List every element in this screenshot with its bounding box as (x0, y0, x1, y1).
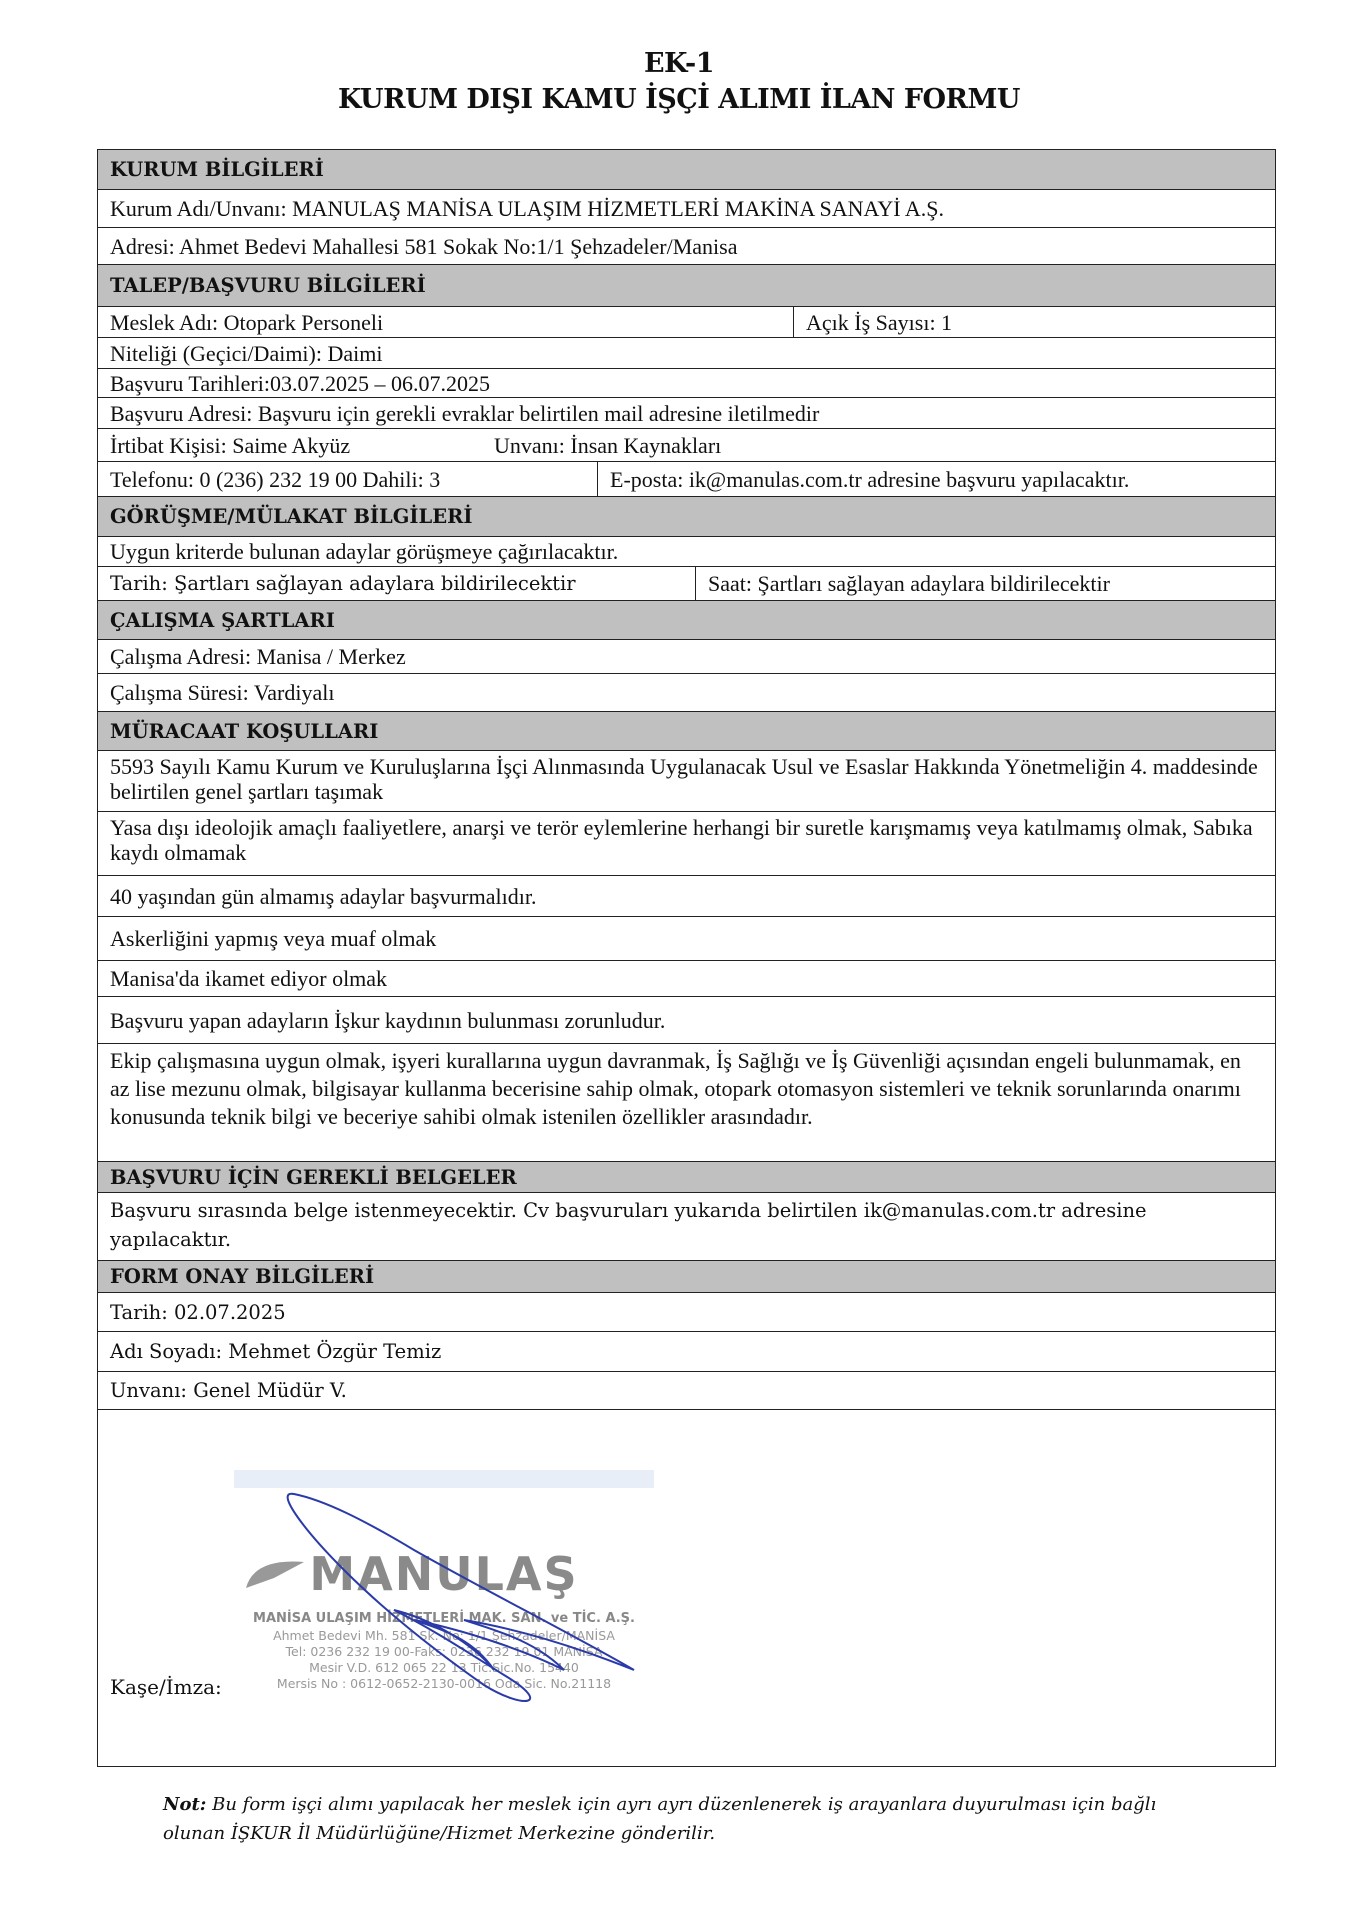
kurum-adres: Adresi: Ahmet Bedevi Mahallesi 581 Sokak No:1/1 Şehzadeler/Manisa (98, 228, 1275, 265)
svg-text:MANİSA ULAŞIM HİZMETLERİ MAK.: MANİSA ULAŞIM HİZMETLERİ MAK. SAN. ve TİC. A.Ş. (253, 1611, 635, 1626)
acik-is-sayisi: Açık İş Sayısı: 1 (806, 309, 953, 335)
section-onay: FORM ONAY BİLGİLERİ (98, 1261, 1275, 1293)
eposta: E-posta: ik@manulas.com.tr adresine başvuru yapılacaktır. (610, 466, 1130, 492)
onay-adi-soyadi: Adı Soyadı: Mehmet Özgür Temiz (98, 1332, 1275, 1372)
muracaat-item: Askerliğini yapmış veya muaf olmak (98, 917, 1275, 961)
muracaat-item: 5593 Sayılı Kamu Kurum ve Kuruluşlarına İşçi Alınmasında Uygulanacak Usul ve Esaslar Hakkında Yönetmeliğin 4. maddesinde belirtilen genel şartları taşımak (98, 751, 1275, 812)
muracaat-item: Başvuru yapan adayların İşkur kaydının bulunması zorunludur. (98, 997, 1275, 1044)
basvuru-adresi: Başvuru Adresi: Başvuru için gerekli evraklar belirtilen mail adresine iletilmedir (98, 398, 1275, 429)
annex-label: EK-1 (643, 48, 715, 79)
note-text: Bu form işçi alımı yapılacak her meslek için ayrı ayrı düzenlenerek iş arayanlara duyurulması için bağlı olunan İŞKUR İl Müdürlüğüne/Hizmet Merkezine gönderilir. (163, 1794, 1157, 1844)
muracaat-item: Ekip çalışmasına uygun olmak, işyeri kurallarına uygun davranmak, İş Sağlığı ve İş Güvenliği açısından engeli bulunmamak, en az lise mezunu olmak, bilgisayar kullanma becerisine sahip olmak, otopark otomasyon sistemleri ve teknik sorunlarında onarımı konusunda teknik bilgi ve beceriye sahibi olmak istenilen özellikler arasındadır. (98, 1044, 1275, 1162)
section-muracaat: MÜRACAAT KOŞULLARI (98, 712, 1275, 751)
telefon: Telefonu: 0 (236) 232 19 00 Dahili: 3 (98, 462, 598, 496)
irtibat-unvan: Unvanı: İnsan Kaynakları (494, 432, 722, 458)
svg-text:Mesir V.D. 612 065 22 13 Tic.S: Mesir V.D. 612 065 22 13 Tic.Sic.No. 15440 (309, 1660, 579, 1675)
muracaat-item: 40 yaşından gün almamış adaylar başvurmalıdır. (98, 876, 1275, 917)
footnote (163, 1790, 1223, 1848)
stamp-logo: MANULAŞ (309, 1547, 579, 1601)
irtibat-row (98, 429, 1275, 462)
announcement-form (97, 149, 1276, 1767)
gorusme-row (98, 567, 1275, 601)
svg-text:Ahmet Bedevi Mh. 581 Sk. No: 1: Ahmet Bedevi Mh. 581 Sk. No: 1/1 Şehzadeler/MANİSA (273, 1628, 615, 1643)
kase-imza-label: Kaşe/İmza: (110, 1675, 222, 1699)
section-gorusme: GÖRÜŞME/MÜLAKAT BİLGİLERİ (98, 497, 1275, 537)
onay-tarih: Tarih: 02.07.2025 (98, 1293, 1275, 1332)
iletisim-row (98, 462, 1275, 497)
muracaat-item: Yasa dışı ideolojik amaçlı faaliyetlere, anarşi ve terör eylemlerine herhangi bir suretle karışmamış veya katılmamış olmak, Sabıka kaydı olmamak (98, 812, 1275, 876)
belgeler-text: Başvuru sırasında belge istenmeyecektir. Cv başvuruları yukarıda belirtilen ik@manulas.com.tr adresine yapılacaktır. (98, 1193, 1275, 1261)
muracaat-item: Manisa'da ikamet ediyor olmak (98, 961, 1275, 997)
calisma-suresi: Çalışma Süresi: Vardiyalı (98, 674, 1275, 712)
svg-text:Mersis No : 0612-0652-2130-001: Mersis No : 0612-0652-2130-0016 Oda Sic. No.21118 (276, 1676, 612, 1691)
section-belgeler: BAŞVURU İÇİN GEREKLİ BELGELER (98, 1162, 1275, 1193)
irtibat-kisisi: İrtibat Kişisi: Saime Akyüz (110, 432, 351, 458)
onay-unvan: Unvanı: Genel Müdür V. (98, 1372, 1275, 1410)
section-talep: TALEP/BAŞVURU BİLGİLERİ (98, 265, 1275, 307)
kase-imza-row (98, 1410, 1275, 1766)
meslek-adi: Meslek Adı: Otopark Personeli (98, 307, 794, 337)
company-stamp-signature (234, 1470, 674, 1730)
note-label: Not: (163, 1794, 207, 1815)
section-kurum: KURUM BİLGİLERİ (98, 150, 1275, 190)
svg-text:Tel: 0236 232 19 00-Faks: 0236: Tel: 0236 232 19 00-Faks: 0236 232 19 01 MANİSA (285, 1644, 603, 1659)
gorusme-aciklama: Uygun kriterde bulunan adaylar görüşmeye çağırılacaktır. (98, 537, 1275, 567)
section-calisma: ÇALIŞMA ŞARTLARI (98, 601, 1275, 640)
gorusme-saat: Saat: Şartları sağlayan adaylara bildirilecektir (708, 571, 1110, 596)
nitelik: Niteliği (Geçici/Daimi): Daimi (98, 338, 1275, 369)
basvuru-tarihleri: Başvuru Tarihleri:03.07.2025 – 06.07.2025 (98, 369, 1275, 398)
kurum-adi: Kurum Adı/Unvanı: MANULAŞ MANİSA ULAŞIM HİZMETLERİ MAKİNA SANAYİ A.Ş. (98, 190, 1275, 228)
calisma-adresi: Çalışma Adresi: Manisa / Merkez (98, 640, 1275, 674)
form-title: KURUM DIŞI KAMU İŞÇİ ALIMI İLAN FORMU (338, 84, 1020, 115)
meslek-row (98, 307, 1275, 338)
gorusme-tarih: Tarih: Şartları sağlayan adaylara bildirilecektir (98, 567, 696, 600)
